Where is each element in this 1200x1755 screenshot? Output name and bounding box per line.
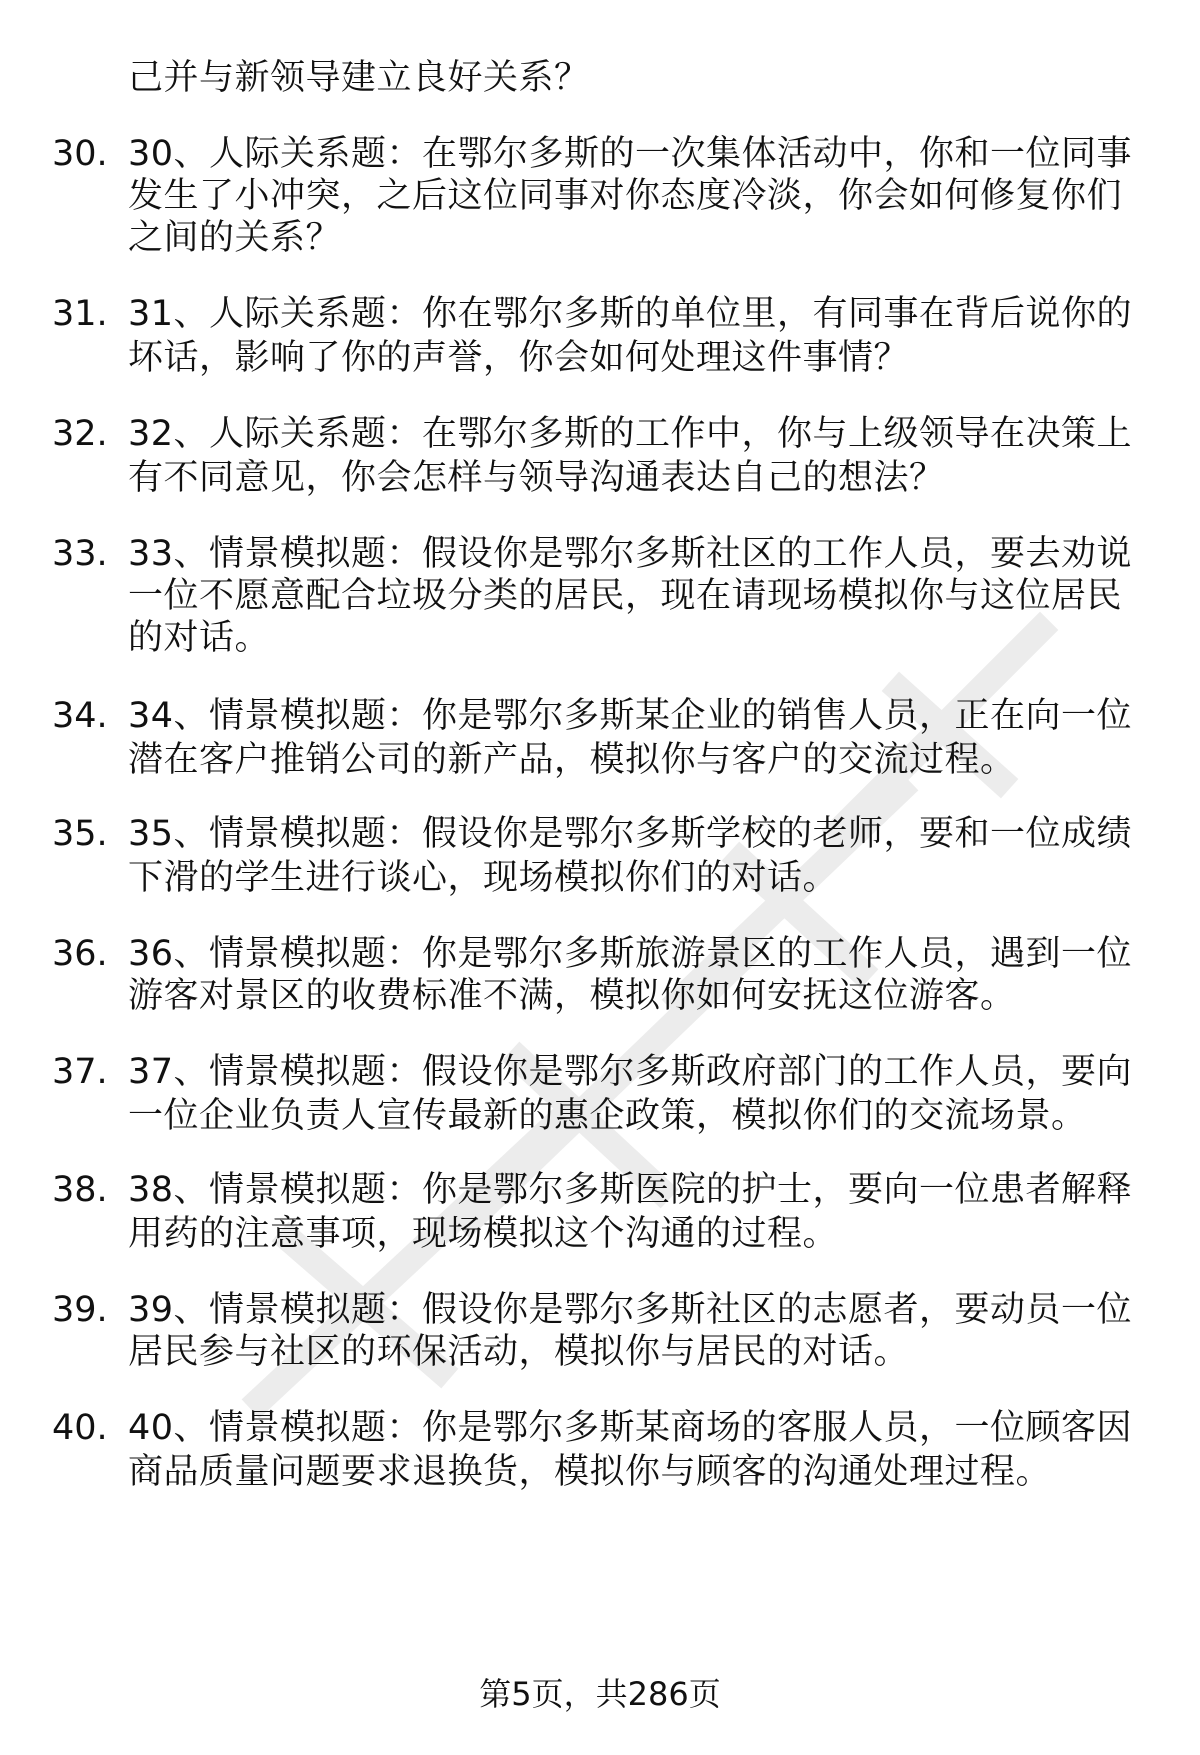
item-number: 37.: [52, 1052, 108, 1092]
item-number: 34.: [52, 696, 108, 736]
item-text-line: 坏话，影响了你的声誉，你会如何处理这件事情？: [128, 338, 910, 378]
item-text-line: 有不同意见，你会怎样与领导沟通表达自己的想法？: [128, 458, 945, 498]
item-text-line: 39、情景模拟题：假设你是鄂尔多斯社区的志愿者，要动员一位: [128, 1290, 1133, 1330]
item-text-line: 游客对景区的收费标准不满，模拟你如何安抚这位游客。: [128, 976, 1016, 1016]
item-text-line: 34、情景模拟题：你是鄂尔多斯某企业的销售人员，正在向一位: [128, 696, 1133, 736]
item-text-line: 居民参与社区的环保活动，模拟你与居民的对话。: [128, 1332, 910, 1372]
page-number-footer: 第5页，共286页: [479, 1675, 721, 1713]
item-text-line: 36、情景模拟题：你是鄂尔多斯旅游景区的工作人员，遇到一位: [128, 934, 1133, 974]
item-number: 38.: [52, 1170, 108, 1210]
item-text-line: 一位企业负责人宣传最新的惠企政策，模拟你们的交流场景。: [128, 1096, 1087, 1136]
item-text-line: 潜在客户推销公司的新产品，模拟你与客户的交流过程。: [128, 740, 1016, 780]
item-text-line: 40、情景模拟题：你是鄂尔多斯某商场的客服人员，一位顾客因: [128, 1408, 1133, 1448]
item-number: 35.: [52, 814, 108, 854]
continuation-line: 己并与新领导建立良好关系？: [128, 58, 590, 98]
item-number: 40.: [52, 1408, 108, 1448]
item-number: 33.: [52, 534, 108, 574]
item-text-line: 商品质量问题要求退换货，模拟你与顾客的沟通处理过程。: [128, 1452, 1052, 1492]
item-text-line: 一位不愿意配合垃圾分类的居民，现在请现场模拟你与这位居民: [128, 576, 1123, 616]
item-number: 32.: [52, 414, 108, 454]
item-text-line: 37、情景模拟题：假设你是鄂尔多斯政府部门的工作人员，要向: [128, 1052, 1133, 1092]
item-text-line: 31、人际关系题：你在鄂尔多斯的单位里，有同事在背后说你的: [128, 294, 1133, 334]
item-text-line: 的对话。: [128, 618, 271, 658]
item-text-line: 32、人际关系题：在鄂尔多斯的工作中，你与上级领导在决策上: [128, 414, 1133, 454]
item-text-line: 35、情景模拟题：假设你是鄂尔多斯学校的老师，要和一位成绩: [128, 814, 1133, 854]
item-text-line: 下滑的学生进行谈心，现场模拟你们的对话。: [128, 858, 839, 898]
item-number: 30.: [52, 134, 108, 174]
item-text-line: 38、情景模拟题：你是鄂尔多斯医院的护士，要向一位患者解释: [128, 1170, 1133, 1210]
item-text-line: 30、人际关系题：在鄂尔多斯的一次集体活动中，你和一位同事: [128, 134, 1133, 174]
item-text-line: 之间的关系？: [128, 218, 342, 258]
item-number: 39.: [52, 1290, 108, 1330]
item-text-line: 33、情景模拟题：假设你是鄂尔多斯社区的工作人员，要去劝说: [128, 534, 1133, 574]
item-number: 36.: [52, 934, 108, 974]
item-text-line: 发生了小冲突，之后这位同事对你态度冷淡，你会如何修复你们: [128, 176, 1123, 216]
item-number: 31.: [52, 294, 108, 334]
item-text-line: 用药的注意事项，现场模拟这个沟通的过程。: [128, 1214, 839, 1254]
